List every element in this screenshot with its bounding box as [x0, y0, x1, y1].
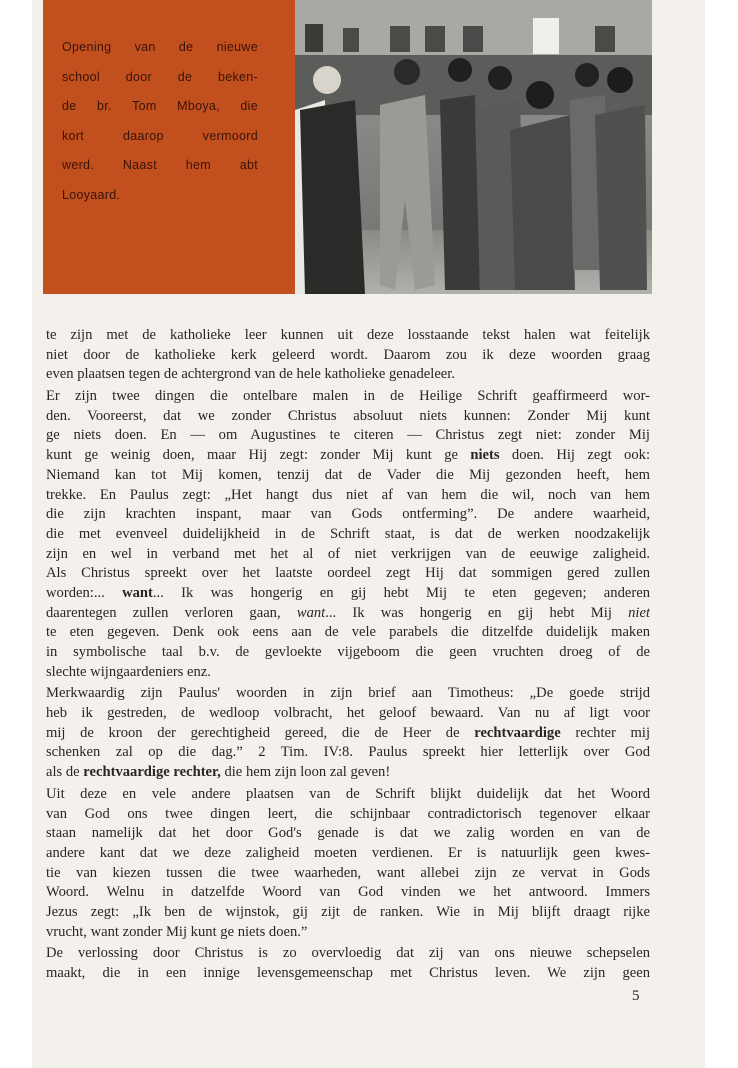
caption-line: de br. Tom Mboya, die: [62, 99, 258, 113]
text-run: als de: [46, 764, 84, 781]
text-line: trekke. En Paulus zegt: „Het hangt dus niet af van hem die wil, noch van hem: [46, 486, 650, 503]
paragraph: [46, 684, 650, 782]
caption-line: kort daarop vermoord: [62, 128, 258, 143]
article-body: [46, 326, 650, 986]
page-number: 5: [632, 988, 640, 1004]
text-line: die zijn krachten inspant, maar van Gods ontferming”. De andere waarheid,: [46, 506, 650, 523]
text-line: te eten gegeven. Denk ook eens aan de vele parabels die ditzelfde duidelijk maken: [46, 624, 650, 641]
text-line: staan namelijk dat het door God's genade is dat we zalig worden en van de: [46, 825, 650, 842]
paragraph: [46, 785, 650, 943]
text-line: [46, 584, 650, 604]
text-line: ge niets doen. En — om Augustines te citeren — Christus zegt niet: zonder Mij: [46, 427, 650, 444]
text-line: den. Vooreerst, dat we zonder Christus absoluut niets kunnen: Zonder Mij kunt: [46, 407, 650, 424]
text-line: niet door de katholieke kerk geleerd wordt. Daarom zou ik deze woorden graag: [46, 346, 650, 363]
paragraph: [46, 944, 650, 983]
text-line: van God ons twee dingen leert, die schijnbaar contradictorisch tegenover elkaar: [46, 805, 650, 822]
text-run: ... Ik was hongerig en gij hebt Mij te eten gegeven; anderen: [152, 584, 650, 601]
text-line: heb ik gestreden, de wedloop volbracht, het geloof bewaard. Van nu af ligt voor: [46, 705, 650, 722]
bold-text: rechtvaardige: [474, 724, 561, 741]
text-line: in symbolische taal b.v. de gevloekte vijgeboom die geen vruchten droeg of de: [46, 644, 650, 660]
text-line: Woord. Welnu in datzelfde Woord van God vinden we het antwoord. Immers: [46, 884, 650, 901]
text-line: [46, 604, 650, 624]
italic-text: want: [296, 604, 326, 621]
bold-text: want: [122, 584, 153, 601]
text-run: die hem zijn loon zal geven!: [220, 764, 391, 781]
text-run: ... Ik was hongerig en gij hebt Mij: [325, 604, 629, 621]
text-line: andere kant dat we deze zaligheid moeten verdienen. Er is natuurlijk geen kwes-: [46, 844, 650, 861]
text-run: daarentegen zullen verloren gaan,: [46, 604, 297, 621]
text-line: maakt, die in een innige levensgemeenschap met Christus leven. We zijn geen: [46, 965, 650, 981]
text-line: De verlossing door Christus is zo overvloedig dat zij van ons nieuwe schepselen: [46, 945, 650, 962]
text-line: Uit deze en vele andere plaatsen van de Schrift blijkt duidelijk dat het Woord: [46, 785, 650, 802]
text-line: [46, 446, 650, 466]
text-line: even plaatsen tegen de achtergrond van de hele katholieke genadeleer.: [46, 366, 455, 383]
text-line: tie van kiezen tussen die twee waarheden, want allebei zijn ze vervat in Gods: [46, 864, 650, 881]
text-line: Als Christus spreekt over het laatste oordeel zegt Hij dat sommigen gered zullen: [46, 565, 650, 582]
text-run: doen. Hij zegt ook:: [499, 447, 650, 464]
photo-illustration: [295, 0, 652, 294]
bold-text: rechtvaardige rechter,: [83, 764, 221, 781]
caption-line: Opening van de nieuwe: [62, 40, 258, 54]
paragraph: [46, 387, 650, 682]
text-line: te zijn met de katholieke leer kunnen uit deze losstaande tekst halen wat feitelijk: [46, 327, 650, 343]
text-run: rechter mij: [560, 724, 650, 741]
group-photo-icon: [295, 0, 652, 294]
caption-line: Looyaard.: [62, 187, 121, 202]
text-run: kunt ge weinig doen, maar Hij zegt: zonder Mij kunt ge: [46, 447, 471, 464]
text-run: mij de kroon der gerechtigheid gereed, die de Heer de: [46, 724, 475, 741]
bold-text: niets: [470, 447, 500, 464]
text-line: vrucht, want zonder Mij kunt ge niets doen.”: [46, 923, 308, 940]
caption-line: werd. Naast hem abt: [62, 158, 258, 172]
caption-line: school door de beken-: [62, 69, 258, 84]
text-line: Merkwaardig zijn Paulus' woorden in zijn brief aan Timotheus: „De goede strijd: [46, 685, 650, 702]
photo-caption: [62, 33, 258, 210]
text-line: schenken zal op die dag.” 2 Tim. IV:8. Paulus spreekt hier letterlijk over God: [46, 744, 650, 761]
text-line: Er zijn twee dingen die ontelbare malen in de Heilige Schrift geaffirmeerd wor-: [46, 388, 650, 405]
text-line: [46, 724, 650, 744]
text-run: worden:...: [46, 584, 123, 601]
text-line: die met evenveel duidelijkheid in de Schrift staat, is dat de werken noodzakelijk: [46, 525, 650, 542]
paragraph: [46, 326, 650, 385]
text-line: slechte wijngaardeniers enz.: [46, 663, 211, 680]
text-line: [46, 763, 650, 783]
text-line: Jezus zegt: „Ik ben de wijnstok, gij zijt de ranken. Wie in Mij blijft draagt rijke: [46, 903, 650, 920]
text-line: Niemand kan tot Mij komen, tenzij dat de Vader die Mij gezonden heeft, hem: [46, 466, 650, 483]
text-line: zijn en wel in verband met het al of niet verkrijgen van de eeuwige zaligheid.: [46, 545, 650, 562]
italic-text: niet: [628, 604, 650, 621]
